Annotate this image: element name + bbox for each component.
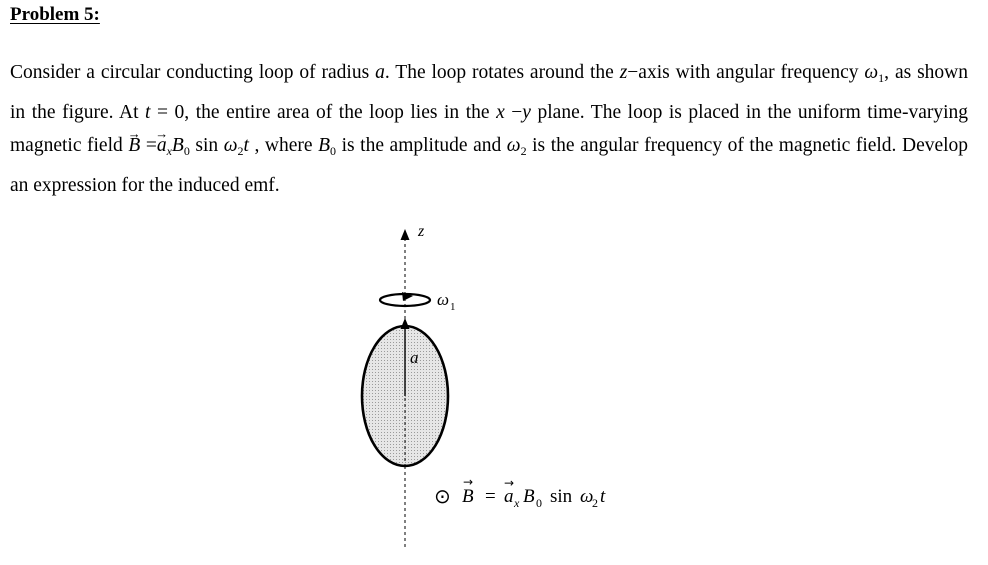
field-equals: =	[485, 486, 496, 507]
field-omega: ω	[580, 486, 594, 507]
problem-statement: Consider a circular conducting loop of radius a. The loop rotates around the z−axis with angular frequency $\omega_1$, as shown in the figure. At t = 0, the entire area of the loop lies in the x −y plane. The loop is placed in the uniform time-varying magnetic field → $B =\to a_xB_0$ $\sin \omega_2t$ , where $B_0$ is the amplitude and $\omega_2$ is the angular frequency of the magnetic field. Develop an expression for the induced emf.	[10, 56, 968, 202]
field-sin: sin	[550, 486, 573, 507]
problem-title: Problem 5:	[10, 4, 100, 25]
z-axis-arrowhead	[401, 229, 410, 240]
z-axis-label: z	[418, 223, 425, 240]
field-a: a	[504, 486, 514, 507]
field-out-of-page-symbol: ⊙	[434, 484, 451, 508]
field-a-subscript: x	[514, 496, 520, 510]
field-B0-subscript: 0	[536, 496, 542, 510]
omega-subscript: 1	[450, 301, 456, 313]
radius-arrowhead	[401, 318, 410, 329]
field-t: t	[600, 486, 606, 507]
radius-label: a	[410, 348, 419, 367]
omega-label: ω	[437, 290, 450, 309]
field-B-arrow: →	[463, 475, 474, 489]
field-a-arrow: →	[504, 476, 515, 490]
field-omega-subscript: 2	[592, 496, 598, 510]
field-B0: B	[523, 486, 535, 507]
field-B: B	[462, 486, 474, 507]
